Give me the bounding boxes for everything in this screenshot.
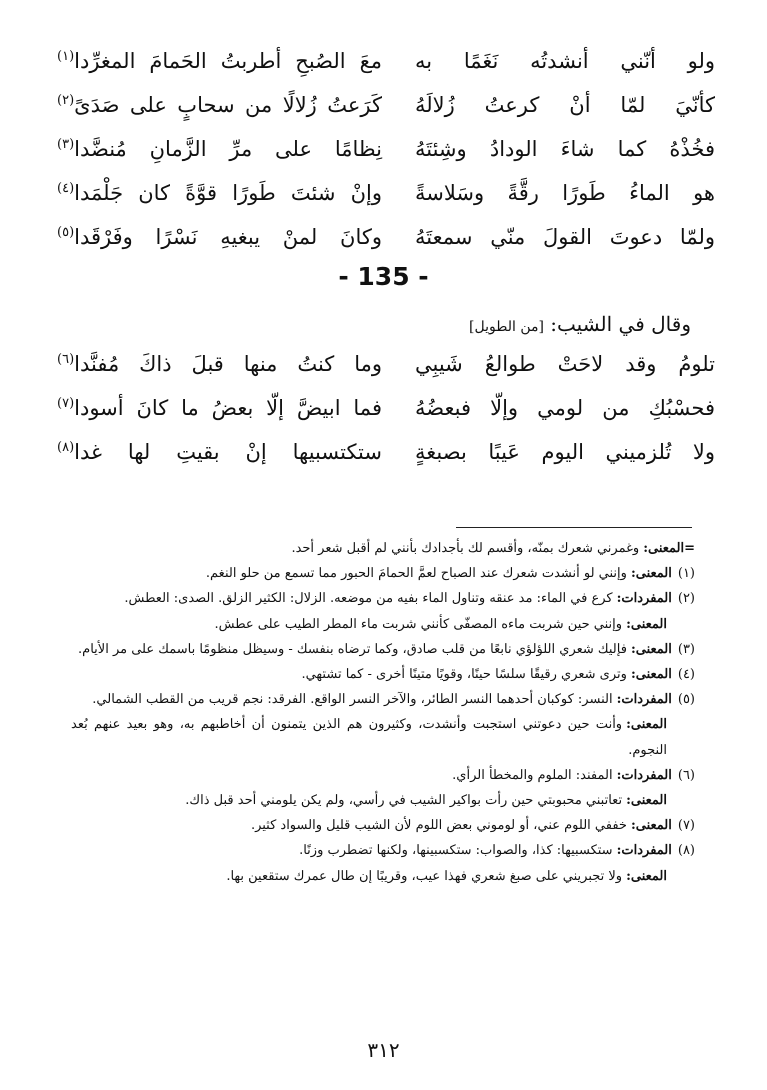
verse-line <box>57 215 715 259</box>
footnote-text: وغمرني شعرك بمنّه، وأقسم لك بأجدادك بأنني لم أقبل شعر أحد. <box>291 541 640 556</box>
footnote-number: (٢) <box>677 591 695 607</box>
footnote-term: المعنى: <box>626 793 667 809</box>
verse-line <box>57 39 715 83</box>
footnote-entry <box>71 838 695 863</box>
footnote-divider <box>456 527 692 528</box>
verse-first-hemistich: فخُذْهُ كما شاءَ الودادُ وشِئتَهُ <box>415 136 715 161</box>
verses-bottom <box>57 342 715 474</box>
footnote-number: (٦) <box>677 767 695 783</box>
verse-first-hemistich: كأنّيَ لمّا أنْ كرعتُ زُلالَهُ <box>415 92 715 117</box>
verse-second-hemistich: وما كنتُ منها قبلَ ذاكَ مُفنَّدا <box>74 352 382 376</box>
verses-top <box>57 39 715 259</box>
footnote-text: فإليك شعري اللؤلؤي نابعًا من قلب صادق، وكما ترضاه بنفسك - وسيظل منظومًا باسمك على مر الأيام. <box>78 641 627 657</box>
verse-second-hemistich: وإنْ شئتَ طَورًا قوَّةً كان جَلْمَدا <box>74 181 382 205</box>
footnote-number: (٣) <box>677 641 695 657</box>
footnote-text: وإنني لو أنشدت شعرك عند الصباح لعمَّ الحمامَ الحبور مما تسمع من حلو النغم. <box>205 566 627 582</box>
footnote-text: وإنني حين شربت ماءه المصفّى كأنني شربت ماء المطر الطيب على عطش. <box>214 616 623 632</box>
footnote-term: المفردات: <box>616 767 672 783</box>
verse-line <box>57 342 715 386</box>
footnote-term: المعنى: <box>630 641 672 657</box>
verse-second-hemistich-wrap <box>57 441 382 463</box>
verse-second-hemistich-wrap <box>57 138 382 160</box>
footnote-text: وترى شعري رقيقًا سلسًا حينًا، وقويًا متينًا أخرى - كما تشتهي. <box>301 667 627 683</box>
verse-line <box>57 127 715 171</box>
poem-number: - 135 - <box>338 262 429 291</box>
verse-second-hemistich-wrap <box>57 226 382 248</box>
footnote-term: المفردات: <box>616 843 672 859</box>
footnote-entry <box>71 788 695 813</box>
verse-second-hemistich: معَ الصُبحِ أطربتُ الحَمامَ المغرِّدا <box>74 49 382 73</box>
intro-text: وقال في الشيب: <box>550 312 691 336</box>
verse-first-hemistich: ولمّا دعوتَ القولَ منّي سمعتَهُ <box>415 224 715 249</box>
footnote-number: (١) <box>677 566 695 582</box>
footnote-entry <box>71 763 695 788</box>
footnote-term: =المعنى: <box>643 541 695 556</box>
footnote-text: وأنت حين دعوتني استجبت وأنشدت، وكثيرون هم الذين يتمنون أن أخاطبهم به، وهو بعيد عنهم بُعد النجوم. <box>71 717 667 758</box>
footnote-text: ستكسبيها: كذا، والصواب: ستكسبينها، ولكنها تضطرب وزنًا. <box>299 843 613 859</box>
footnote-number: (٤) <box>677 667 695 683</box>
footnotes <box>71 536 695 889</box>
verse-second-hemistich-wrap <box>57 50 382 72</box>
footnote-entry <box>71 864 695 889</box>
verse-second-hemistich-wrap <box>57 397 382 419</box>
footnote-reference: (٦) <box>57 352 75 367</box>
footnote-entry <box>71 662 695 687</box>
footnote-text: ولا تجبريني على صبغ شعري فهذا عيب، وقريبًا إن طال عمرك ستقعين بها. <box>226 868 623 884</box>
footnote-term: المعنى: <box>626 717 667 733</box>
verse-second-hemistich: وكانَ لمنْ يبغيهِ نَسْرًا وفَرْقَدا <box>74 225 382 249</box>
footnote-reference: (٨) <box>57 440 75 455</box>
footnote-reference: (٤) <box>57 181 75 196</box>
footnote-term: المعنى: <box>630 667 672 683</box>
footnote-number: (٧) <box>677 818 695 834</box>
verse-first-hemistich: ولو أنّني أنشدتُه نَغَمًا به <box>415 48 715 73</box>
footnote-text: خففي اللوم عني، أو لوموني بعض اللوم لأن الشيب قليل والسواد كثير. <box>250 818 627 834</box>
verse-first-hemistich: تلومُ وقد لاحَتْ طوالعُ شَيبِي <box>415 351 715 376</box>
verse-line <box>57 171 715 215</box>
verse-second-hemistich-wrap <box>57 94 382 116</box>
footnote-text: المفند: الملوم والمخطأ الرأي. <box>452 767 613 783</box>
footnote-text: تعاتبني محبوبتي حين رأت بواكير الشيب في رأسي، ولم يكن يلومني أحد قبل ذاك. <box>185 793 623 809</box>
footnote-entry <box>71 813 695 838</box>
footnote-term: المعنى: <box>630 566 672 582</box>
meter-label: [من الطويل] <box>469 319 544 335</box>
footnote-entry <box>71 687 695 712</box>
verse-first-hemistich: ولا تُلزميني اليوم عَيبًا بصبغةٍ <box>415 439 715 464</box>
footnote-reference: (٥) <box>57 225 75 240</box>
footnote-term: المعنى: <box>630 818 672 834</box>
verse-first-hemistich: هو الماءُ طَورًا رقَّةً وسَلاسةً <box>415 180 715 205</box>
footnote-text: كرع في الماء: مد عنقه وتناول الماء بفيه من موضعه. الزلال: الكثير الزلق. الصدى: العطش. <box>124 591 613 607</box>
verse-line <box>57 83 715 127</box>
footnote-entry <box>71 612 695 637</box>
footnote-number: (٥) <box>677 692 695 708</box>
footnote-entry <box>71 586 695 611</box>
footnote-term: المعنى: <box>626 868 667 884</box>
footnote-number: (٨) <box>677 843 695 859</box>
footnote-term: المفردات: <box>616 692 672 708</box>
footnote-reference: (٣) <box>57 137 75 152</box>
page-number: ٣١٢ <box>367 1038 400 1062</box>
verse-second-hemistich-wrap <box>57 182 382 204</box>
footnote-reference: (٢) <box>57 93 75 108</box>
footnote-term: المفردات: <box>616 591 672 607</box>
footnote-entry <box>71 536 695 561</box>
footnote-term: المعنى: <box>626 616 667 632</box>
footnote-text: النسر: كوكبان أحدهما النسر الطائر، والآخر النسر الواقع. الفرقد: نجم قريب من القطب الشمالي. <box>92 692 613 708</box>
verse-second-hemistich: ستكتسبيها إنْ بقيتِ لها غدا <box>74 440 382 464</box>
verse-second-hemistich: فما ابيضَّ إلّا بعضُ ما كانَ أسودا <box>74 396 382 420</box>
footnote-reference: (١) <box>57 49 75 64</box>
poem-intro <box>469 312 691 336</box>
verse-second-hemistich: كَرَعتُ زُلالًا من سحابٍ على صَدَىً <box>74 93 382 117</box>
footnote-reference: (٧) <box>57 396 75 411</box>
verse-second-hemistich: نِظامًا على مرِّ الزَّمانِ مُنضَّدا <box>74 137 382 161</box>
footnote-entry <box>71 637 695 662</box>
verse-line <box>57 386 715 430</box>
footnote-entry <box>71 712 695 762</box>
verse-first-hemistich: فحسْبُكِ من لومي وإلّا فبعضُهُ <box>415 395 715 420</box>
footnote-entry <box>71 561 695 586</box>
verse-second-hemistich-wrap <box>57 353 382 375</box>
verse-line <box>57 430 715 474</box>
